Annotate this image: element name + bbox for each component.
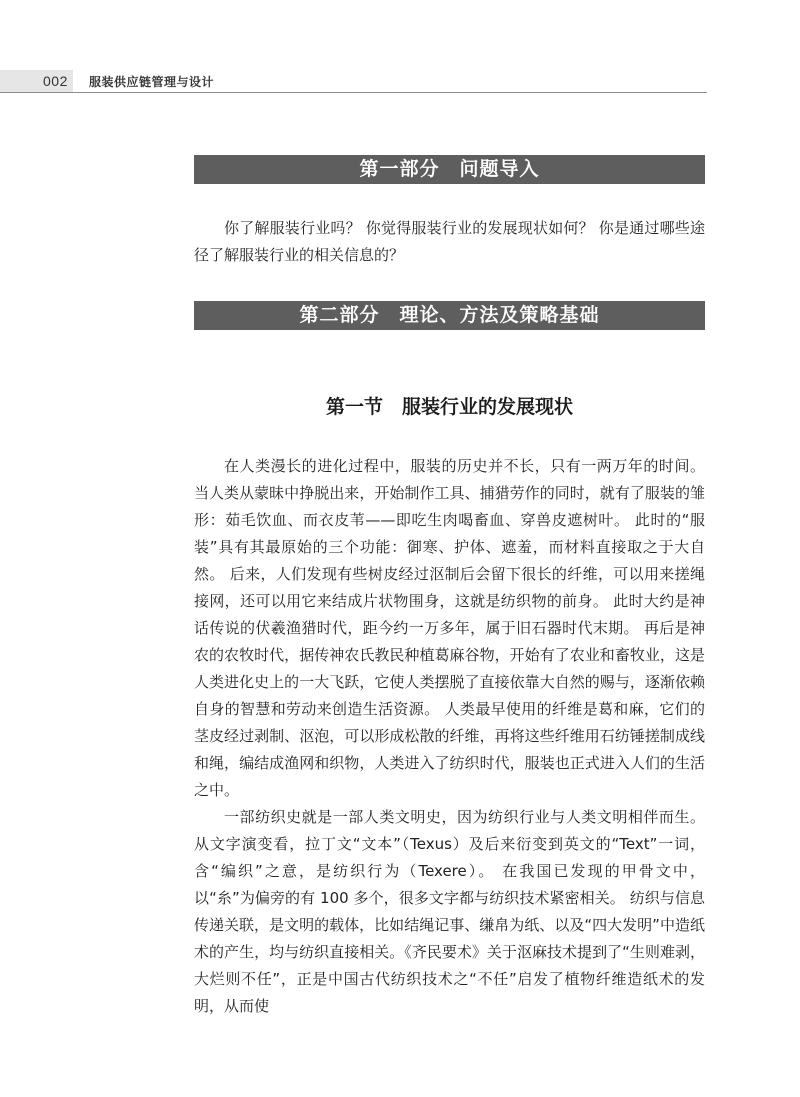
body-paragraph: 在人类漫长的进化过程中，服装的历史并不长，只有一两万年的时间。 当人类从蒙昧中挣脱出来，开始制作工具、捕猎劳作的同时，就有了服装的雏形：茹毛饮血、而衣皮苇——即吃生肉喝畜血、穿兽皮遮树叶。 此时的“服装”具有其最原始的三个功能：御寒、护体、遮羞，而材料直接取之于大自然。 后来，人们发现有些树皮经过沤制后会留下很长的纤维，可以用来搓绳接网，还可以用它来结成片状物围身，这就是纺织物的前身。 此时大约是神话传说的伏羲渔猎时代，距今约一万多年，属于旧石器时代末期。 再后是神农的农牧时代，据传神农氏教民种植葛麻谷物，开始有了农业和畜牧业，这是人类进化史上的一大飞跃，它使人类摆脱了直接依靠大自然的赐与，逐渐依赖自身的智慧和劳动来创造生活资源。 人类最早使用的纤维是葛和麻，它们的茎皮经过剥制、沤泡，可以形成松散的纤维，再将这些纤维用石纺锤搓制成线和绳，编结成渔网和织物，人类进入了纺织时代，服装也正式进入人们的生活之中。 [194, 457, 705, 799]
part-two-heading: 第二部分 理论、方法及策略基础 [194, 301, 705, 330]
header-rule [0, 92, 707, 93]
section-title: 第一节 服装行业的发展现状 [325, 396, 573, 418]
intro-paragraph: 你了解服装行业吗？ 你觉得服装行业的发展现状如何？ 你是通过哪些途径了解服装行业的相关信息的？ [194, 219, 705, 264]
page-number: 002 [43, 73, 68, 89]
body-content [194, 453, 705, 1020]
intro-question-block [194, 215, 705, 269]
running-title: 服装供应链管理与设计 [89, 75, 215, 89]
body-paragraph: 一部纺织史就是一部人类文明史，因为纺织行业与人类文明相伴而生。 从文字演变看，拉丁文“文本”（Texus）及后来衍变到英文的“Text”一词，含“编织”之意，是纺织行为（Texere）。 在我国已发现的甲骨文中，以“糸”为偏旁的有 100 多个，很多文字都与纺织技术紧密相关。 纺织与信息传递关联，是文明的载体，比如结绳记事、缣帛为纸、以及“四大发明”中造纸术的产生，均与纺织直接相关。《齐民要术》关于沤麻技术提到了“生则难剥，大烂则不任”，正是中国古代纺织技术之“不任”启发了植物纤维造纸术的发明，从而使 [194, 808, 705, 1015]
part-one-heading: 第一部分 问题导入 [194, 155, 705, 184]
